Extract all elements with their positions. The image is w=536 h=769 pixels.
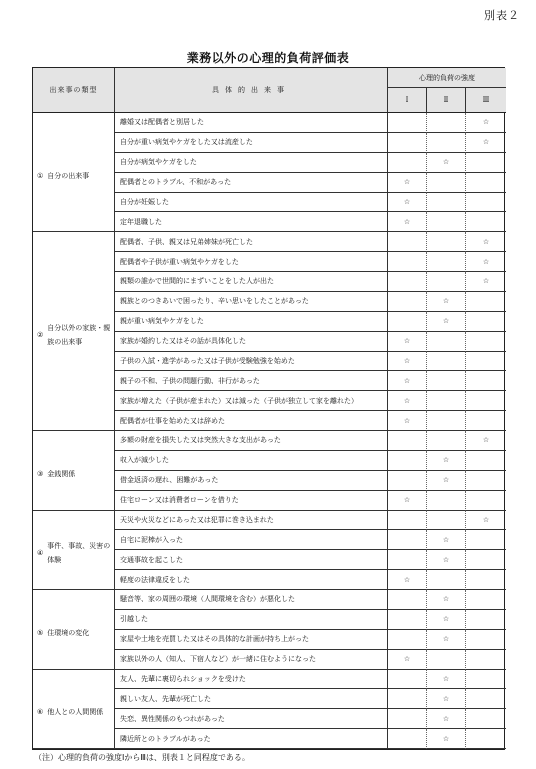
level-1-cell — [388, 451, 427, 471]
star-icon: ☆ — [403, 356, 411, 365]
level-3-cell — [466, 133, 506, 153]
level-3-cell — [466, 113, 506, 133]
appendix-label: 別表２ — [484, 9, 520, 22]
level-1-cell — [388, 292, 427, 312]
level-3-cell — [466, 650, 506, 670]
event-text: 家屋や土地を売買した又はその具体的な計画が持ち上がった — [115, 630, 388, 650]
category-label: 他人との人間関係 — [47, 708, 104, 717]
event-text: 引越した — [115, 610, 388, 630]
category-label: 事件、事故、災害の体験 — [47, 542, 111, 565]
star-icon: ☆ — [482, 436, 490, 445]
star-icon: ☆ — [442, 555, 450, 564]
level-3-cell — [466, 570, 506, 590]
footnote: （注）心理的負荷の強度ⅠからⅢは、別表１と同程度である。 — [34, 753, 250, 762]
event-text: 自分が妊娠した — [115, 193, 388, 213]
level-3-cell — [466, 352, 506, 372]
category-number: ③ — [37, 469, 44, 478]
level-1-cell — [388, 650, 427, 670]
category-cell — [33, 232, 115, 431]
star-icon: ☆ — [442, 158, 450, 167]
level-1-cell — [388, 709, 427, 729]
level-2-cell — [427, 232, 466, 252]
star-icon: ☆ — [403, 217, 411, 226]
level-2-cell — [427, 729, 466, 749]
level-2-cell — [427, 332, 466, 352]
event-text: 親しい友人、先輩が死亡した — [115, 689, 388, 709]
level-2-cell — [427, 391, 466, 411]
level-1-cell — [388, 173, 427, 193]
level-3-cell — [466, 272, 506, 292]
level-3-cell — [466, 411, 506, 431]
event-text: 子供の入試・進学があった又は子供が受験勉強を始めた — [115, 352, 388, 372]
level-2-cell — [427, 511, 466, 531]
level-1-cell — [388, 153, 427, 173]
level-2-cell — [427, 550, 466, 570]
event-text: 住宅ローン又は消費者ローンを借りた — [115, 491, 388, 511]
event-text: 借金返済の遅れ、困難があった — [115, 471, 388, 491]
level-1-cell — [388, 570, 427, 590]
event-text: 離婚又は配偶者と別居した — [115, 113, 388, 133]
level-2-cell — [427, 431, 466, 451]
event-text: 失恋、異性関係のもつれがあった — [115, 709, 388, 729]
level-2-cell — [427, 670, 466, 690]
event-text: 友人、先輩に裏切られショックを受けた — [115, 670, 388, 690]
level-1-cell — [388, 352, 427, 372]
category-cell — [33, 431, 115, 511]
level-2-cell — [427, 193, 466, 213]
level-2-cell — [427, 689, 466, 709]
level-2-cell — [427, 312, 466, 332]
level-3-cell — [466, 689, 506, 709]
page-title: 業務以外の心理的負荷評価表 — [186, 51, 350, 65]
level-2-cell — [427, 352, 466, 372]
star-icon: ☆ — [482, 515, 490, 524]
star-icon: ☆ — [482, 237, 490, 246]
star-icon: ☆ — [482, 257, 490, 266]
level-1-cell — [388, 193, 427, 213]
level-1-cell — [388, 530, 427, 550]
star-icon: ☆ — [403, 376, 411, 385]
star-icon: ☆ — [442, 734, 450, 743]
level-3-cell — [466, 153, 506, 173]
event-text: 親が重い病気やケガをした — [115, 312, 388, 332]
level-3-cell — [466, 610, 506, 630]
star-icon: ☆ — [403, 178, 411, 187]
category-cell — [33, 113, 115, 232]
category-label: 金銭関係 — [47, 469, 76, 478]
star-icon: ☆ — [442, 595, 450, 604]
level-2-cell — [427, 650, 466, 670]
level-3-cell — [466, 511, 506, 531]
level-3-cell — [466, 292, 506, 312]
level-1-cell — [388, 312, 427, 332]
star-icon: ☆ — [403, 337, 411, 346]
event-text: 配偶者とのトラブル、不和があった — [115, 173, 388, 193]
level-3-cell — [466, 332, 506, 352]
header-level-1: Ⅰ — [388, 88, 427, 113]
level-3-cell — [466, 550, 506, 570]
level-2-cell — [427, 252, 466, 272]
level-3-cell — [466, 252, 506, 272]
category-number: ② — [37, 330, 44, 339]
level-2-cell — [427, 630, 466, 650]
star-icon: ☆ — [442, 615, 450, 624]
level-1-cell — [388, 212, 427, 232]
event-text: 自宅に泥棒が入った — [115, 530, 388, 550]
event-text: 自分が重い病気やケガをした又は流産した — [115, 133, 388, 153]
level-1-cell — [388, 391, 427, 411]
star-icon: ☆ — [442, 297, 450, 306]
star-icon: ☆ — [403, 655, 411, 664]
level-1-cell — [388, 610, 427, 630]
level-1-cell — [388, 431, 427, 451]
level-2-cell — [427, 113, 466, 133]
level-2-cell — [427, 212, 466, 232]
event-text: 軽度の法律違反をした — [115, 570, 388, 590]
event-text: 騒音等、家の周囲の環境（人間環境を含む）が悪化した — [115, 590, 388, 610]
level-1-cell — [388, 511, 427, 531]
level-2-cell — [427, 530, 466, 550]
star-icon: ☆ — [482, 138, 490, 147]
event-text: 家族が婚約した又はその話が具体化した — [115, 332, 388, 352]
level-3-cell — [466, 312, 506, 332]
star-icon: ☆ — [442, 714, 450, 723]
category-number: ④ — [37, 549, 44, 558]
category-number: ① — [37, 171, 44, 180]
event-text: 親類の誰かで世間的にまずいことをした人が出た — [115, 272, 388, 292]
star-icon: ☆ — [442, 535, 450, 544]
category-label: 住環境の変化 — [47, 628, 90, 637]
stress-evaluation-table — [32, 67, 505, 750]
star-icon: ☆ — [442, 456, 450, 465]
star-icon: ☆ — [482, 277, 490, 286]
level-3-cell — [466, 173, 506, 193]
level-1-cell — [388, 630, 427, 650]
event-text: 交通事故を起こした — [115, 550, 388, 570]
level-1-cell — [388, 590, 427, 610]
event-text: 家族以外の人（知人、下宿人など）が一緒に住むようになった — [115, 650, 388, 670]
level-1-cell — [388, 411, 427, 431]
star-icon: ☆ — [403, 197, 411, 206]
level-3-cell — [466, 391, 506, 411]
event-text: 配偶者や子供が重い病気やケガをした — [115, 252, 388, 272]
level-2-cell — [427, 292, 466, 312]
level-3-cell — [466, 193, 506, 213]
star-icon: ☆ — [403, 416, 411, 425]
event-text: 隣近所とのトラブルがあった — [115, 729, 388, 749]
level-2-cell — [427, 570, 466, 590]
header-level-2: Ⅱ — [427, 88, 466, 113]
event-text: 配偶者が仕事を始めた又は辞めた — [115, 411, 388, 431]
event-text: 配偶者、子供、親又は兄弟姉妹が死亡した — [115, 232, 388, 252]
level-3-cell — [466, 630, 506, 650]
star-icon: ☆ — [403, 575, 411, 584]
level-2-cell — [427, 411, 466, 431]
level-1-cell — [388, 272, 427, 292]
star-icon: ☆ — [442, 674, 450, 683]
category-cell — [33, 511, 115, 591]
level-3-cell — [466, 670, 506, 690]
event-text: 収入が減少した — [115, 451, 388, 471]
level-1-cell — [388, 550, 427, 570]
event-text: 多額の財産を損失した又は突然大きな支出があった — [115, 431, 388, 451]
event-text: 天災や火災などにあった又は犯罪に巻き込まれた — [115, 511, 388, 531]
level-1-cell — [388, 113, 427, 133]
header-strength: 心理的負荷の強度 — [388, 68, 506, 88]
star-icon: ☆ — [482, 118, 490, 127]
level-2-cell — [427, 451, 466, 471]
header-event-type: 出来事の類型 — [33, 68, 115, 113]
star-icon: ☆ — [403, 496, 411, 505]
level-3-cell — [466, 709, 506, 729]
level-3-cell — [466, 530, 506, 550]
level-3-cell — [466, 371, 506, 391]
star-icon: ☆ — [403, 396, 411, 405]
event-text: 親子の不和、子供の問題行動、非行があった — [115, 371, 388, 391]
event-text: 家族が増えた（子供が産まれた）又は減った（子供が独立して家を離れた） — [115, 391, 388, 411]
level-2-cell — [427, 709, 466, 729]
level-3-cell — [466, 451, 506, 471]
header-specific-event: 具体的出来事 — [115, 68, 388, 113]
star-icon: ☆ — [442, 317, 450, 326]
level-3-cell — [466, 232, 506, 252]
level-2-cell — [427, 371, 466, 391]
level-1-cell — [388, 729, 427, 749]
level-3-cell — [466, 491, 506, 511]
star-icon: ☆ — [442, 476, 450, 485]
level-2-cell — [427, 133, 466, 153]
level-2-cell — [427, 272, 466, 292]
header-level-3: Ⅲ — [466, 88, 506, 113]
level-3-cell — [466, 431, 506, 451]
star-icon: ☆ — [442, 635, 450, 644]
level-1-cell — [388, 252, 427, 272]
star-icon: ☆ — [442, 694, 450, 703]
level-3-cell — [466, 471, 506, 491]
category-number: ⑤ — [37, 628, 44, 637]
level-1-cell — [388, 371, 427, 391]
category-label: 自分の出来事 — [47, 171, 90, 180]
level-2-cell — [427, 173, 466, 193]
level-2-cell — [427, 590, 466, 610]
level-2-cell — [427, 491, 466, 511]
level-2-cell — [427, 471, 466, 491]
event-text: 自分が病気やケガをした — [115, 153, 388, 173]
level-3-cell — [466, 212, 506, 232]
event-text: 定年退職した — [115, 212, 388, 232]
level-1-cell — [388, 491, 427, 511]
level-3-cell — [466, 590, 506, 610]
level-2-cell — [427, 153, 466, 173]
level-1-cell — [388, 232, 427, 252]
level-1-cell — [388, 471, 427, 491]
level-1-cell — [388, 332, 427, 352]
level-1-cell — [388, 670, 427, 690]
level-3-cell — [466, 729, 506, 749]
category-number: ⑥ — [37, 708, 44, 717]
level-1-cell — [388, 133, 427, 153]
level-2-cell — [427, 610, 466, 630]
category-cell — [33, 670, 115, 750]
category-label: 自分以外の家族・親族の出来事 — [47, 323, 111, 346]
event-text: 親族とのつきあいで困ったり、辛い思いをしたことがあった — [115, 292, 388, 312]
level-1-cell — [388, 689, 427, 709]
category-cell — [33, 590, 115, 670]
